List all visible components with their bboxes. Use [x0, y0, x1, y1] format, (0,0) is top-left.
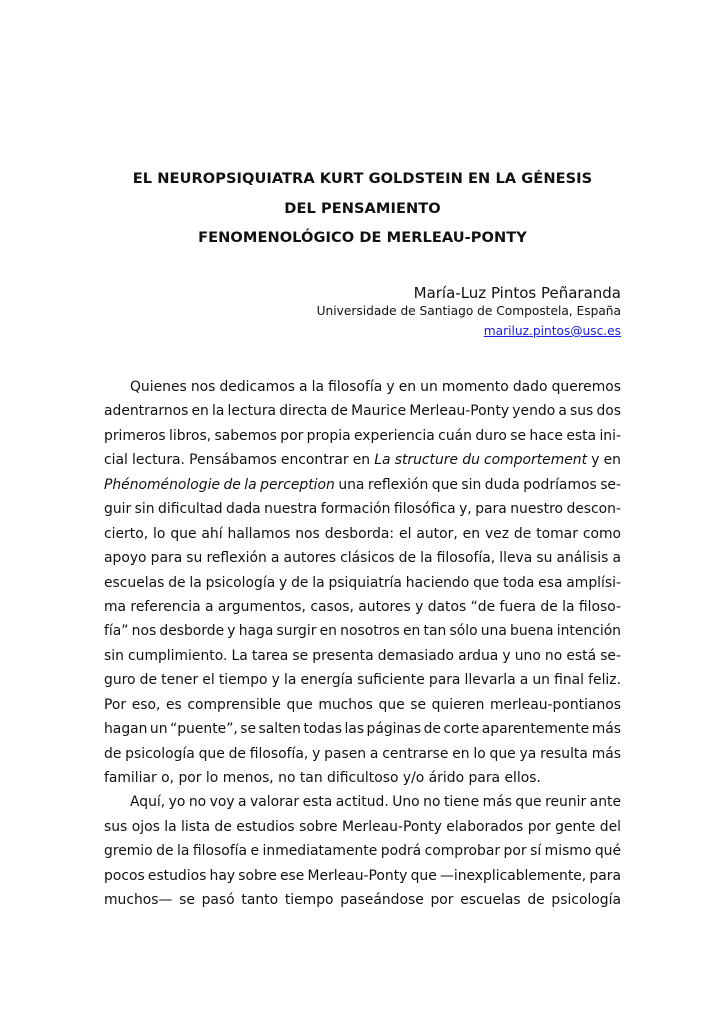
- text-line: Aquí, yo no voy a valorar esta actitud. Uno no tiene más que reunir ante: [130, 794, 621, 811]
- author-affiliation: Universidade de Santiago de Compostela, España: [316, 304, 621, 318]
- book-title-italic: Phénoménologie de la perception: [104, 476, 335, 493]
- text-line: familiar o, por lo menos, no tan dificultoso y/o árido para ellos.: [104, 770, 541, 786]
- body-text: [104, 375, 621, 913]
- text-line: Por eso, es comprensible que muchos que se quieren merleau-pontianos: [104, 696, 621, 713]
- text-line: primeros libros, sabemos por propia experiencia cuán duro se hace esta ini-: [104, 427, 621, 444]
- paragraph-2: [104, 790, 621, 912]
- title-line-2: DEL PENSAMIENTO: [284, 199, 441, 217]
- text-line: guir sin dificultad dada nuestra formación filosófica y, para nuestro descon-: [104, 501, 621, 518]
- text-line: hagan un “puente”, se salten todas las páginas de corte aparentemente más: [104, 721, 621, 738]
- author-block: [317, 283, 621, 340]
- text-line: cierto, lo que ahí hallamos nos desborda: el autor, en vez de tomar como: [104, 525, 621, 542]
- text-line: fía” nos desborde y haga surgir en nosotros en tan sólo una buena intención: [104, 623, 621, 640]
- text-line: pocos estudios hay sobre ese Merleau-Ponty que —inexplicablemente, para: [104, 867, 621, 884]
- author-email-link[interactable]: mariluz.pintos@usc.es: [483, 324, 621, 338]
- text-line: sin cumplimiento. La tarea se presenta demasiado ardua y uno no está se-: [104, 647, 621, 664]
- paragraph-1: [104, 375, 621, 790]
- author-name: María-Luz Pintos Peñaranda: [413, 284, 621, 302]
- text-line: Quienes nos dedicamos a la filosofía y en un momento dado queremos: [130, 379, 621, 395]
- text-line: escuelas de la psicología y de la psiquiatría haciendo que toda esa amplísi-: [104, 574, 621, 591]
- text-line: adentrarnos en la lectura directa de Maurice Merleau-Ponty yendo a sus dos: [104, 403, 621, 420]
- text-line: gremio de la filosofía e inmediatamente podrá comprobar por sí mismo qué: [104, 843, 621, 860]
- paper-title: [104, 164, 621, 253]
- text-line: cial lectura. Pensábamos encontrar en La structure du comportement y en: [104, 452, 621, 469]
- book-title-italic: La structure du comportement: [374, 452, 588, 469]
- text-line: Phénoménologie de la perception una reflexión que sin duda podríamos se-: [104, 476, 621, 493]
- text-line: muchos— se pasó tanto tiempo paseándose por escuelas de psicología: [104, 892, 621, 909]
- text-line: apoyo para su reflexión a autores clásicos de la filosofía, lleva su análisis a: [104, 550, 621, 567]
- title-line-1: EL NEUROPSIQUIATRA KURT GOLDSTEIN EN LA GÉNESIS: [132, 170, 593, 187]
- text-line: sus ojos la lista de estudios sobre Merleau-Ponty elaborados por gente del: [104, 818, 621, 835]
- text-line: ma referencia a argumentos, casos, autores y datos “de fuera de la filoso-: [104, 598, 621, 615]
- title-line-3: FENOMENOLÓGICO DE MERLEAU-PONTY: [198, 229, 527, 246]
- text-line: de psicología que de filosofía, y pasen a centrarse en lo que ya resulta más: [104, 745, 621, 762]
- text-line: guro de tener el tiempo y la energía suficiente para llevarla a un final feliz.: [104, 672, 621, 689]
